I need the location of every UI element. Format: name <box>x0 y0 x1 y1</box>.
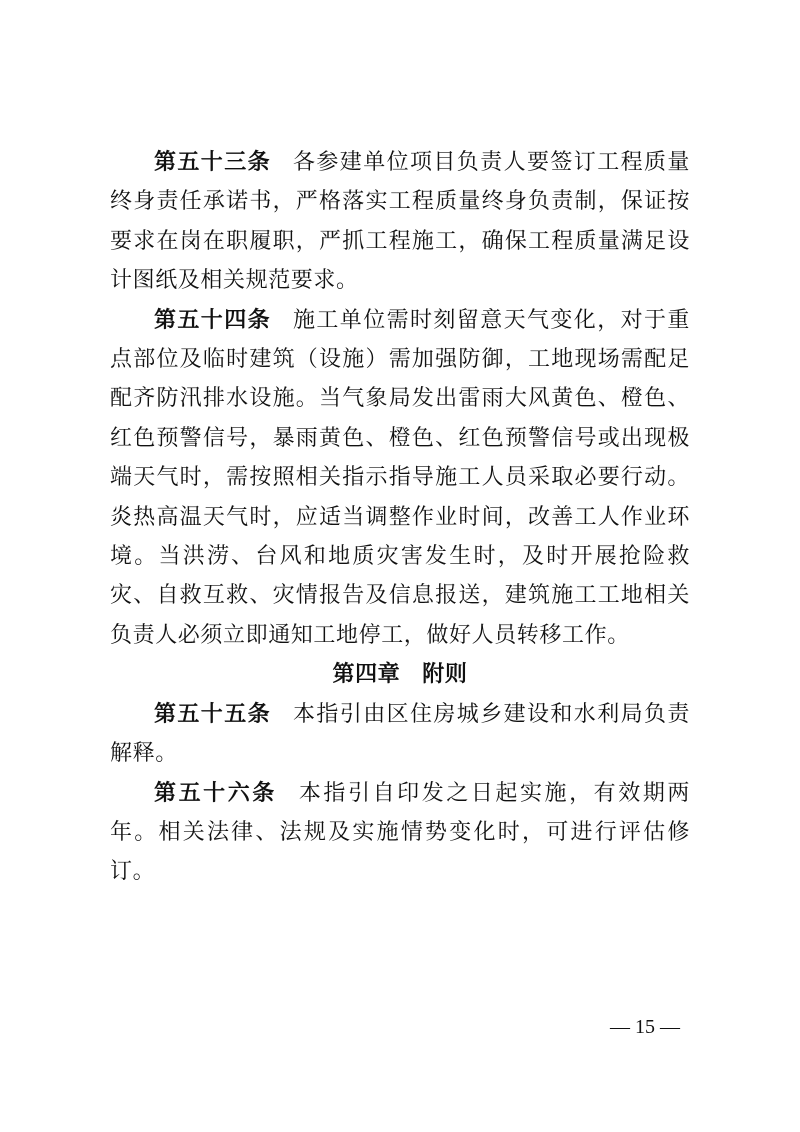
article-53-label: 第五十三条 <box>154 150 271 175</box>
chapter-title: 附则 <box>422 662 468 688</box>
document-body <box>110 143 690 892</box>
chapter-heading <box>110 655 690 694</box>
article-54 <box>110 301 690 656</box>
article-53 <box>110 143 690 301</box>
article-54-label: 第五十四条 <box>154 307 271 333</box>
chapter-number: 第四章 <box>332 662 401 688</box>
article-56-text: 本指引自印发之日起实施，有效期两年。相关法律、法规及实施情势变化时，可进行评估修订。 <box>110 780 690 885</box>
page-number: — 15 — <box>610 1016 680 1038</box>
article-55-label: 第五十五条 <box>154 701 271 727</box>
article-56-label: 第五十六条 <box>154 780 277 806</box>
article-54-text: 施工单位需时刻留意天气变化，对于重点部位及临时建筑（设施）需加强防御，工地现场需配足配齐防汛排水设施。当气象局发出雷雨大风黄色、橙色、红色预警信号，暴雨黄色、橙色、红色预警信号或出现极端天气时，需按照相关指示指导施工人员采取必要行动。炎热高温天气时，应适当调整作业时间，改善工人作业环境。当洪涝、台风和地质灾害发生时，及时开展抢险救灾、自救互救、灾情报告及信息报送，建筑施工工地相关负责人必须立即通知工地停工，做好人员转移工作。 <box>110 307 690 648</box>
article-56 <box>110 774 690 892</box>
article-55 <box>110 695 690 774</box>
article-55-text: 本指引由区住房城乡建设和水利局负责解释。 <box>110 701 690 767</box>
article-53-text: 各参建单位项目负责人要签订工程质量终身责任承诺书，严格落实工程质量终身负责制，保证按要求在岗在职履职，严抓工程施工，确保工程质量满足设计图纸及相关规范要求。 <box>110 150 690 294</box>
